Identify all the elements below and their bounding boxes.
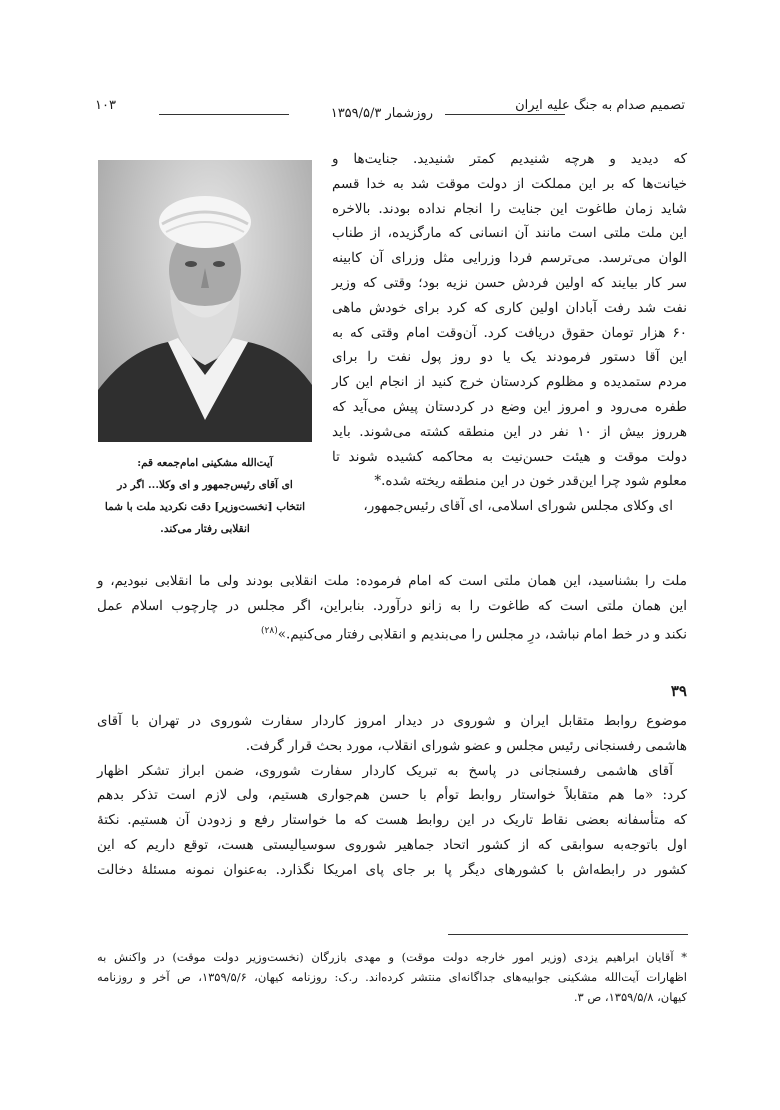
text-line: کشور در رابطه‌اش با کشورهای دیگر پا بر جای پای امریکا نگذارد. به‌عنوان نمونه مسئلهٔ دخالت <box>97 861 687 878</box>
running-header <box>95 92 685 122</box>
footnote-line: کیهان، ۱۳۵۹/۵/۸، ص ۳. <box>573 990 687 1004</box>
section-number: ۳۹ <box>670 682 687 700</box>
journal-date: روزشمار ۱۳۵۹/۵/۳ <box>330 106 433 121</box>
photo-caption <box>98 452 312 540</box>
text-line: موضوع روابط متقابل ایران و شوروی در دیدار امروز کاردار سفارت شوروی در تهران با آقای <box>97 713 687 729</box>
text-line: سر کار بیایند که اولین فردش حسن نزیه بود؛ وقتی که وزیر <box>332 274 687 291</box>
text-line: اول باتوجه‌به سوابقی که از کشور اتحاد جماهیر شوروی سوسیالیستی هست، توقع داریم که این <box>97 836 687 853</box>
section-body <box>97 709 687 883</box>
caption-line: ای آقای رئیس‌جمهور و ای وکلا... اگر در <box>117 479 293 491</box>
text-line: طفره می‌رود و امروز این وضع در کردستان پیش می‌آید که <box>332 398 687 415</box>
text-line: هرروز بیش از ۱۰ نفر در این منطقه کشته می‌شوند. باید <box>332 423 687 440</box>
text-line: شاید زمان طاغوت این جنایت را انجام نداده بودند. بالاخره <box>332 200 687 217</box>
text-line: آقای هاشمی رفسنجانی در پاسخ به تبریک کاردار سفارت شوروی، ضمن ابراز تشکر اظهار <box>97 762 673 779</box>
footnote-line: اظهارات آیت‌الله مشکینی جوابیه‌های جداگانه‌ای منتشر کرده‌اند. ر.ک: روزنامه کیهان، ۱۳۵۹/۵/۶، ص آخر و روزنامه <box>97 970 687 984</box>
portrait-illustration <box>98 160 312 442</box>
caption-line: آیت‌الله مشکینی امام‌جمعه قم: <box>137 457 273 469</box>
footnote-separator <box>448 934 688 935</box>
text-line: که متأسفانه بعضی نقاط تاریک در این روابط هست که ما خواستار رفع و زدودن آن هستیم. نکتهٔ <box>97 812 687 829</box>
footnote-line: * آقایان ابراهیم یزدی (وزیر امور خارجه دولت موقت) و مهدی بازرگان (نخست‌وزیر دولت موقت) در واکنش به <box>97 950 687 964</box>
text-line: معلوم شود چرا این‌قدر خون در این منطقه ریخته شده.* <box>374 473 687 490</box>
text-line: نکند و در خط امام نباشد، درِ مجلس را می‌بندیم و انقلابی رفتار می‌کنیم.» <box>277 626 687 643</box>
footnotes <box>97 947 687 1007</box>
text-line: مردم ستمدیده و مظلوم کردستان خرج کنید از انجام این کار <box>332 374 687 391</box>
text-line: که دیدید و هرچه شنیدیم کمتر شنیدید. جنایت‌ها و <box>332 151 687 167</box>
text-line: هاشمی رفسنجانی رئیس مجلس و عضو شورای انقلاب، مورد بحث قرار گرفت. <box>245 737 687 754</box>
caption-line: انقلابی رفتار می‌کند. <box>160 523 250 535</box>
text-line: این ملت ملتی است مانند آن انسانی که مارگزیده، از طناب <box>332 225 687 242</box>
text-line: این همان ملتی است که طاغوت را به زانو درآورد. بنابراین، اگر مجلس در چارچوب اسلام عمل <box>97 597 687 614</box>
text-line-with-ref <box>97 619 687 644</box>
body-text-wide <box>97 569 687 643</box>
book-title: تصمیم صدام به جنگ علیه ایران <box>515 98 685 113</box>
text-line: خیانت‌ها که بر این مملکت از دولت موقت شد به خدا قسم <box>332 175 687 192</box>
text-line: ۶۰ هزار تومان حقوق دریافت کرد. آن‌وقت امام وقتی که به <box>332 324 687 341</box>
text-line: نفت شد رفت آبادان اولین کاری که کرد برای خودش ماهی <box>332 299 687 316</box>
page-number: ۱۰۳ <box>95 98 116 113</box>
text-line: دولت موقت و هیئت حسن‌نیت به محاکمه کشیده شوند تا <box>332 448 687 465</box>
header-rule-left <box>159 114 289 115</box>
caption-line: انتخاب [نخست‌وزیر] دقت نکردید ملت با شما <box>104 501 306 513</box>
text-line: کرد: «ما هم متقابلاً خواستار روابط توأم با حسن هم‌جواری هستیم، ولی لازم است تذکر بدهم <box>97 787 687 804</box>
text-line: الوان می‌ترسد. می‌ترسم فردا وزرایی مثل وزرای آن کابینه <box>332 250 687 267</box>
body-text-narrow <box>332 147 687 519</box>
text-line: این آقا دستور فرمودند یک یا دو روز پول نفت را برای <box>332 349 687 366</box>
text-line: ای وکلای مجلس شورای اسلامی، ای آقای رئیس‌جمهور، <box>363 498 673 515</box>
header-rule-right <box>445 114 565 115</box>
reference-number: (۲۸) <box>261 625 278 636</box>
portrait-photo <box>98 160 312 442</box>
text-line: ملت را بشناسید، این همان ملتی است که امام فرموده: ملت انقلابی بودند ولی ما انقلابی نبودیم، و <box>97 573 687 589</box>
